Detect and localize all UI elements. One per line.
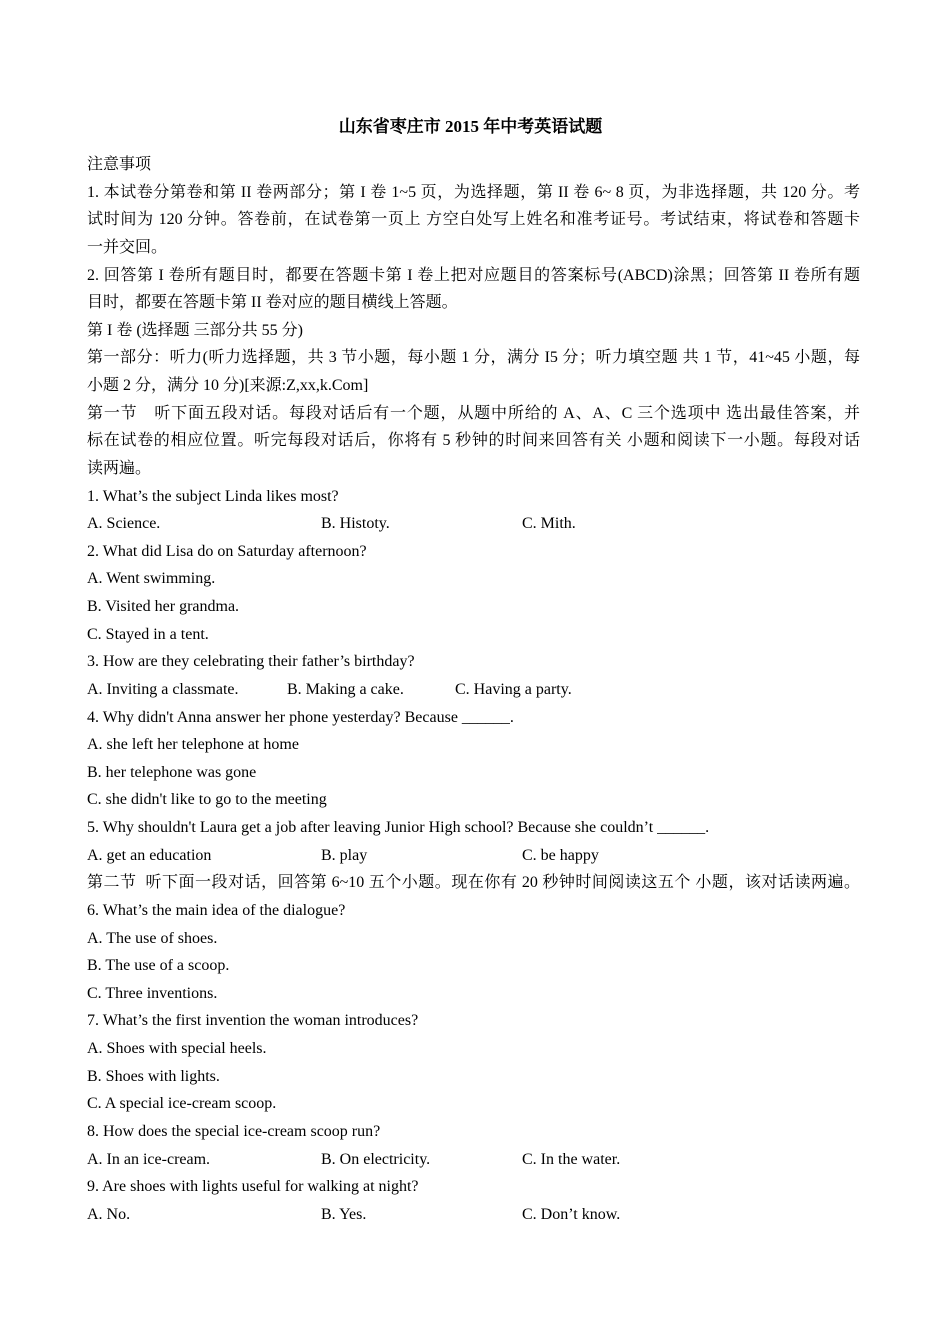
question-9-option-b: B. Yes. [321,1205,367,1223]
question-3-option-b: B. Making a cake. [287,680,404,698]
document-body [87,151,860,1228]
question-8-option-a: A. In an ice-cream. [87,1150,211,1168]
question-6-stem: 6. What’s the main idea of the dialogue? [87,901,346,919]
notice-item-1-line-2: 试时间为 120 分钟。答卷前，在试卷第一页上 方空白处写上姓名和准考证号。考试结束，将试卷和答题卡 [87,211,860,229]
question-6-option-c: C. Three inventions. [87,984,218,1002]
question-2-option-b: B. Visited her grandma. [87,598,240,615]
question-9-option-c: C. Don’t know. [522,1205,621,1223]
question-4-option-b: B. her telephone was gone [87,763,257,781]
question-1-option-b: B. Histoty. [321,515,390,533]
question-5-stem: 5. Why shouldn't Laura get a job after leaving Junior High school? Because she couldn’t ______. [87,819,710,836]
page-title: 山东省枣庄市 2015 年中考英语试题 [338,117,603,136]
question-9-option-a: A. No. [87,1205,131,1223]
question-1-options [87,510,860,538]
question-5-option-b: B. play [321,846,368,864]
question-7-option-c: C. A special ice-cream scoop. [87,1095,277,1113]
notice-item-1-line-3: 一并交回。 [87,238,168,256]
notice-item-1-line-1: 1. 本试卷分第卷和第 II 卷两部分；第 I 卷 1~5 页，为选择题，第 II 卷 6~ 8 页，为非选择题，共 120 分。考 [87,183,860,201]
question-5-option-c: C. be happy [522,846,599,864]
question-9-stem: 9. Are shoes with lights useful for walking at night? [87,1178,419,1196]
question-9-options [87,1201,860,1229]
part-1-heading-line-2: 小题 2 分，满分 10 分)[来源:Z,xx,k.Com] [87,377,369,394]
notice-item-2-line-2: 目时，都要在答题卡第 II 卷对应的题目横线上答题。 [87,294,458,312]
section-1-instruction-line-3: 读两遍。 [87,459,152,477]
question-7-stem: 7. What’s the first invention the woman introduces? [87,1012,419,1030]
question-1-option-a: A. Science. [87,515,161,533]
question-7-option-a: A. Shoes with special heels. [87,1040,267,1057]
section-2-instruction: 第二节 听下面一段对话，回答第 6~10 五个小题。现在你有 20 秒钟时间阅读这五个 小题，该对话读两遍。 [87,874,860,892]
volume-1-heading: 第 I 卷 (选择题 三部分共 55 分) [87,321,303,339]
question-4-stem: 4. Why didn't Anna answer her phone yesterday? Because ______. [87,708,514,726]
question-1-option-c: C. Mith. [522,515,576,533]
question-2-option-c: C. Stayed in a tent. [87,625,209,643]
question-3-option-c: C. Having a party. [455,680,572,698]
section-1-instruction-line-2: 标在试卷的相应位置。听完每段对话后，你将有 5 秒钟的时间来回答有关 小题和阅读下一小题。每段对话 [87,432,860,450]
question-4-option-c: C. she didn't like to go to the meeting [87,791,327,809]
question-1-stem: 1. What’s the subject Linda likes most? [87,487,339,505]
question-2-stem: 2. What did Lisa do on Saturday afternoon? [87,542,367,560]
question-6-option-b: B. The use of a scoop. [87,957,230,975]
part-1-heading-line-1: 第一部分：听力(听力选择题，共 3 节小题，每小题 1 分，满分 I5 分；听力填空题 共 1 节，41~45 小题，每 [87,349,860,367]
question-8-options [87,1146,860,1174]
question-4-option-a: A. she left her telephone at home [87,736,299,754]
question-3-stem: 3. How are they celebrating their father’s birthday? [87,653,415,671]
question-2-option-a: A. Went swimming. [87,570,216,588]
question-5-option-a: A. get an education [87,846,212,864]
question-8-option-b: B. On electricity. [321,1150,431,1168]
question-5-options [87,842,860,870]
question-8-option-c: C. In the water. [522,1150,621,1168]
question-7-option-b: B. Shoes with lights. [87,1067,220,1085]
question-8-stem: 8. How does the special ice-cream scoop run? [87,1122,381,1140]
question-3-options [87,676,860,704]
question-6-option-a: A. The use of shoes. [87,929,218,947]
question-3-option-a: A. Inviting a classmate. [87,680,239,698]
notice-heading: 注意事项 [87,156,152,173]
notice-item-2-line-1: 2. 回答第 I 卷所有题目时，都要在答题卡第 I 卷上把对应题目的答案标号(ABCD)涂黑；回答第 II 卷所有题 [87,266,860,284]
section-1-instruction-line-1: 第一节 听下面五段对话。每段对话后有一个题，从题中所给的 A、A、C 三个选项中 选出最佳答案，并 [87,404,860,422]
